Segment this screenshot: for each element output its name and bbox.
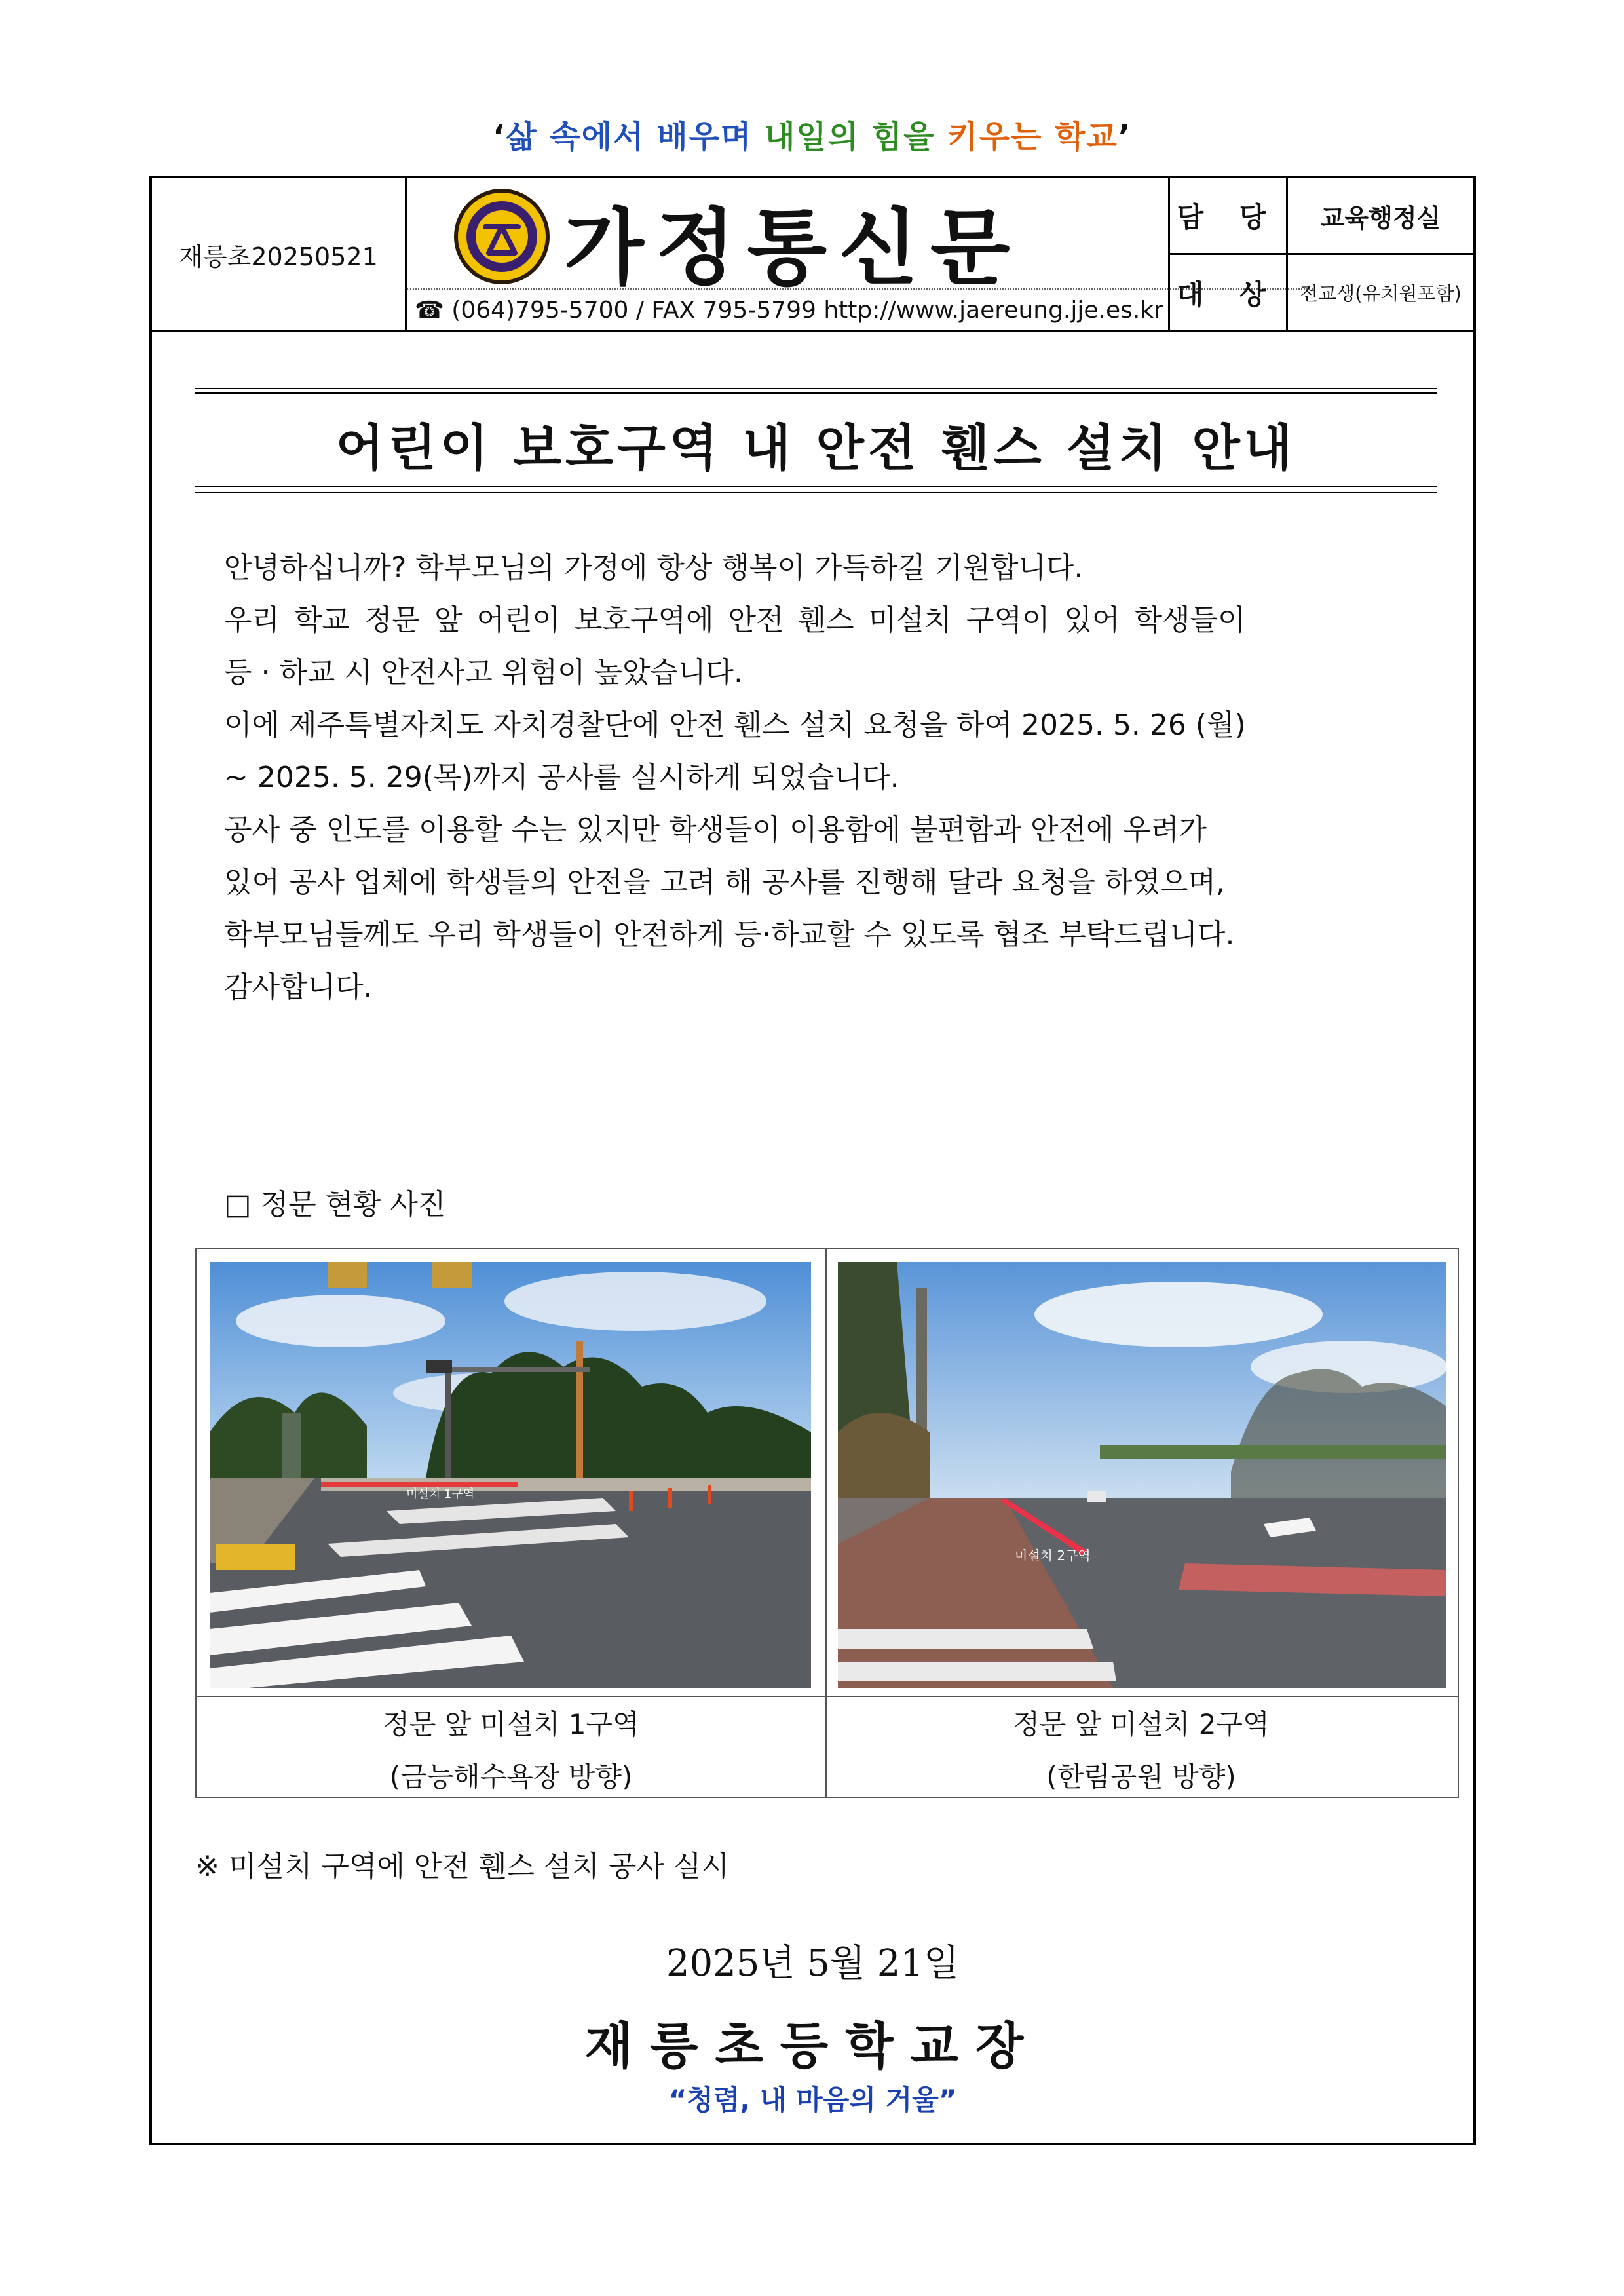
document-title-box (195, 387, 1437, 493)
newsletter-frame (149, 176, 1476, 2145)
photo-unfenced-zone-2 (838, 1262, 1446, 1688)
meta-table (1168, 178, 1473, 330)
body-line: 공사 중 인도를 이용할 수는 있지만 학생들이 이용함에 불편함과 안전에 우려가 (224, 813, 1207, 847)
photo-1-caption-line-1: 정문 앞 미설치 1구역 (383, 1708, 639, 1740)
document-title: 어린이 보호구역 내 안전 휀스 설치 안내 (335, 419, 1296, 477)
manager-value: 교육행정실 (1320, 203, 1441, 233)
photo-unfenced-zone-1 (210, 1262, 811, 1688)
body-line: 안녕하십니까? 학부모님의 가정에 항상 행복이 가득하길 기원합니다. (224, 551, 1084, 584)
photo-2-caption-line-2: (한림공원 방향) (1046, 1761, 1236, 1793)
construction-note: ※ 미설치 구역에 안전 휀스 설치 공사 실시 (195, 1850, 729, 1883)
photo-table (195, 1248, 1459, 1798)
photo-2-caption-line-1: 정문 앞 미설치 2구역 (1013, 1708, 1270, 1740)
motto-quote-close: ’ (1118, 119, 1132, 155)
body-line: ~ 2025. 5. 29(목)까지 공사를 실시하게 되었습니다. (224, 761, 899, 794)
motto-segment-1: 삶 속에서 배우며 (506, 119, 765, 155)
body-line: 이에 제주특별자치도 자치경찰단에 안전 휀스 설치 요청을 하여 2025. 5. 26 (월) (224, 708, 1246, 742)
newsletter-header (152, 178, 1473, 332)
principal-signature: 재릉초등학교장 (584, 2017, 1041, 2075)
photo-1-caption-line-2: (금능해수욕장 방향) (389, 1761, 633, 1793)
photo-1-caption (197, 1698, 825, 1803)
integrity-slogan: “청렴, 내 마음의 거울” (668, 2084, 957, 2116)
issue-number: 재릉초20250521 (152, 178, 407, 330)
target-label: 대 상 (1177, 278, 1279, 311)
body-line: 감사합니다. (224, 970, 373, 1004)
motto-segment-4: 키우는 학교 (947, 119, 1118, 155)
motto-segment-2: 내일의 (764, 119, 872, 155)
issue-date: 2025년 5월 21일 (666, 1942, 960, 1985)
school-motto (0, 111, 1624, 157)
body-line: 우리 학교 정문 앞 어린이 보호구역에 안전 휀스 미설치 구역이 있어 학생들이 (224, 603, 1246, 637)
motto-segment-3: 힘을 (871, 119, 948, 155)
school-emblem-icon (453, 187, 551, 286)
body-line: 학부모님들께도 우리 학생들이 안전하게 등·하교할 수 있도록 협조 부탁드립니다. (224, 918, 1235, 951)
photos-section-label: □ 정문 현황 사진 (224, 1188, 446, 1221)
body-line: 있어 공사 업체에 학생들의 안전을 고려 해 공사를 진행해 달라 요청을 하였으며, (224, 866, 1225, 899)
photo-2-caption (827, 1698, 1456, 1803)
body-line: 등 · 하교 시 안전사고 위험이 높았습니다. (224, 656, 743, 689)
manager-label: 담 당 (1177, 201, 1279, 233)
notice-body (224, 542, 1443, 1014)
motto-quote-open: ‘ (492, 119, 506, 155)
newsletter-title: 가정통신문 (564, 199, 1022, 296)
target-value: 전교생(유치원포함) (1300, 282, 1462, 305)
photo-1-overlay: 미설치 1구역 (406, 1487, 475, 1501)
contact-info: ☎ (064)795-5700 / FAX 795-5799 http://www.jaereung.jje.es.kr (407, 288, 1313, 330)
photo-2-overlay: 미설치 2구역 (1015, 1548, 1091, 1563)
